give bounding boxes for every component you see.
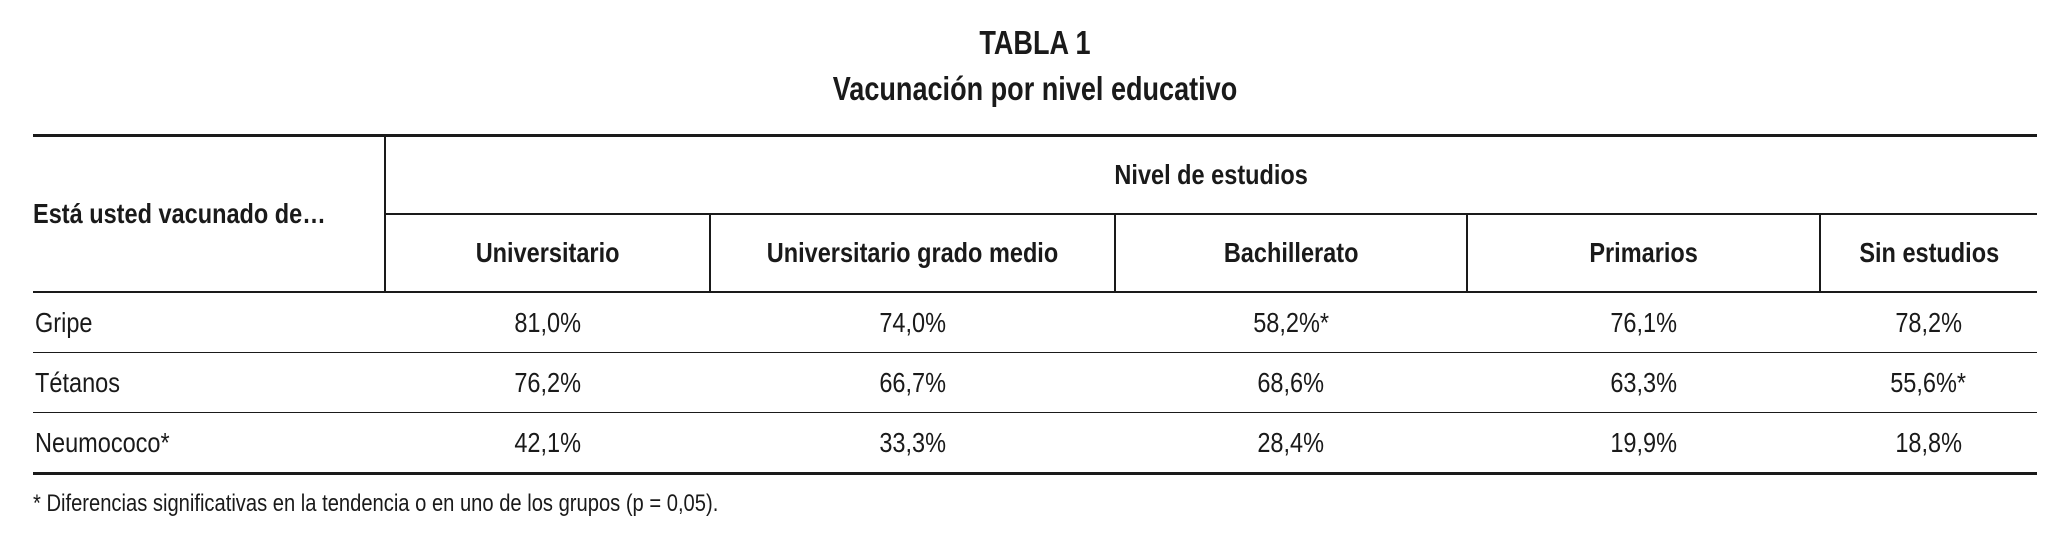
row-label-cell [33, 413, 385, 474]
column-header-universitario [385, 214, 710, 292]
header-row-group [33, 136, 2037, 215]
row-label-cell [33, 353, 385, 413]
table-number: TABLA 1 [979, 24, 1091, 61]
row-label: Tétanos [35, 366, 120, 398]
value-text: 66,7% [879, 366, 946, 398]
column-header-label: Primarios [1589, 237, 1698, 268]
value-cell [1820, 413, 2037, 474]
value-text: 42,1% [514, 426, 581, 458]
group-header-label: Nivel de estudios [1114, 159, 1309, 190]
column-header-bachillerato [1115, 214, 1467, 292]
value-cell [1467, 353, 1820, 413]
table-title: Vacunación por nivel educativo [832, 70, 1238, 107]
table-row-gripe [33, 292, 2037, 353]
row-label: Neumococo* [35, 426, 170, 458]
value-text: 74,0% [879, 306, 946, 338]
value-cell [1115, 292, 1467, 353]
value-text: 33,3% [879, 426, 946, 458]
value-text: 78,2% [1895, 306, 1962, 338]
value-text: 76,2% [514, 366, 581, 398]
row-label-cell [33, 292, 385, 353]
value-text: 68,6% [1257, 366, 1325, 398]
value-cell [385, 292, 710, 353]
row-header-cell [33, 136, 385, 293]
column-header-label: Universitario grado medio [766, 237, 1059, 268]
column-header-universitario-grado-medio [710, 214, 1115, 292]
column-header-label: Sin estudios [1859, 237, 1999, 268]
value-cell [1115, 413, 1467, 474]
value-cell [710, 413, 1115, 474]
value-cell [710, 353, 1115, 413]
value-text: 81,0% [514, 306, 581, 338]
value-cell [1820, 353, 2037, 413]
column-header-sin-estudios [1820, 214, 2037, 292]
vaccination-table [33, 134, 2037, 475]
column-header-label: Universitario [475, 237, 620, 268]
row-label: Gripe [35, 306, 93, 338]
value-text: 63,3% [1610, 366, 1677, 398]
column-header-label: Bachillerato [1223, 237, 1359, 268]
value-cell [1467, 413, 1820, 474]
value-text: 76,1% [1610, 306, 1677, 338]
value-text: 28,4% [1257, 426, 1325, 458]
column-header-primarios [1467, 214, 1820, 292]
group-header-cell [385, 136, 2037, 215]
value-cell [1467, 292, 1820, 353]
table-row-tetanos [33, 353, 2037, 413]
value-cell [385, 353, 710, 413]
row-header-label: Está usted vacunado de… [33, 198, 326, 229]
value-cell [710, 292, 1115, 353]
value-text: 55,6%* [1890, 366, 1967, 398]
value-cell [385, 413, 710, 474]
value-text: 58,2%* [1253, 306, 1329, 338]
value-cell [1115, 353, 1467, 413]
table-row-neumococo [33, 413, 2037, 474]
table-footnote: * Diferencias significativas en la tendencia o en uno de los grupos (p = 0,05). [33, 490, 719, 517]
value-text: 19,9% [1610, 426, 1677, 458]
value-cell [1820, 292, 2037, 353]
value-text: 18,8% [1895, 426, 1962, 458]
